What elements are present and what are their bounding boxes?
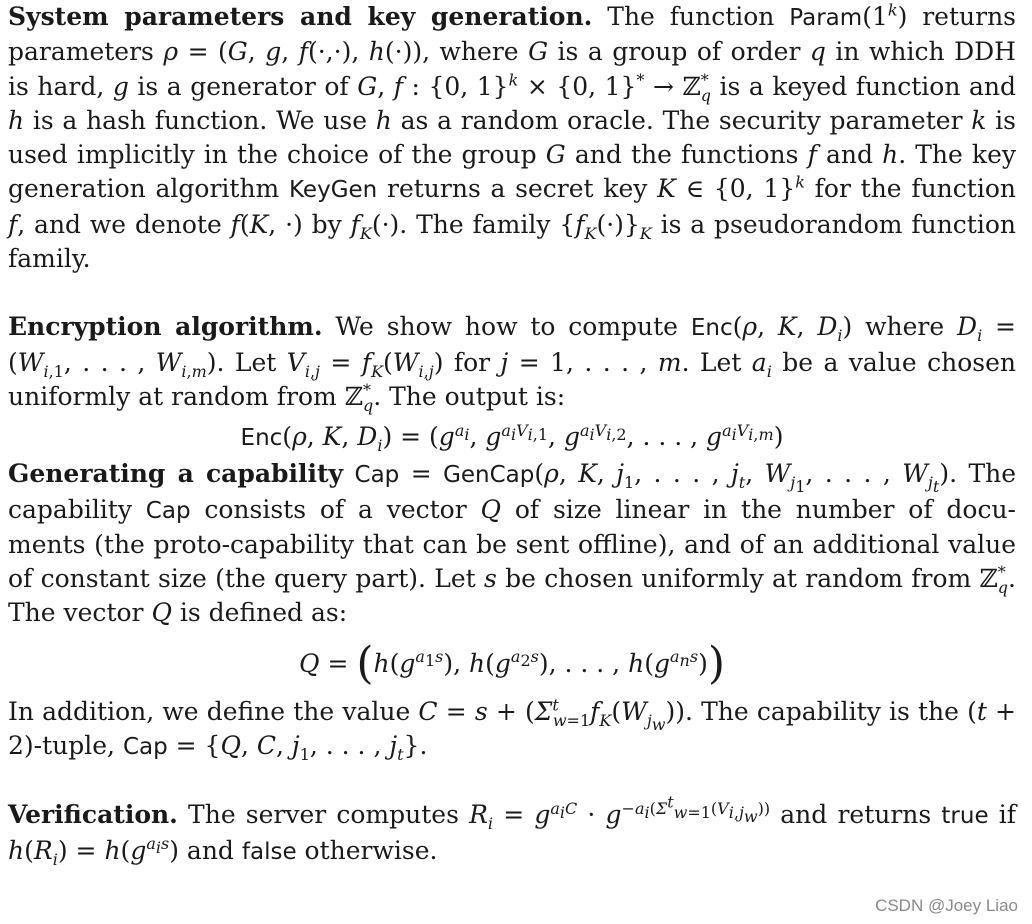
params-heading: System parameters and key generation. [8, 2, 593, 31]
paper-page [8, 0, 1016, 869]
capability-paragraph: Generating a capability Cap = GenCap(ρ, K, $j_1$, . . . , $j_t$, $W_{j_1}$, . . . , $W_{j_t}$). The capability Cap consists of a vector Q of size linear in the number of docu- ments (the proto-capability that can be sent offline), and of an additional value of constant size (the query part). Let s be chosen uniformly at random from ℤ*$_q$. The vector Q is defined as: [8, 459, 1017, 628]
vector-q-formula: $Q = (h(g^{a_1s})$, $h(g^{a_2s})$, . . . , $h(g^{a_ns})$) [299, 637, 725, 689]
csdn-watermark: CSDN @Joey Liao [875, 896, 1018, 915]
encryption-heading: Encryption algorithm. [8, 312, 323, 342]
capability-heading: Generating a capability [8, 459, 344, 489]
encryption-paragraph: Encryption algorithm. We show how to compute Enc(ρ, K, $D_i$) where $D_i = (W_{i,1}$, . . . , $W_{i,m}$). Let $V_{i,j} = f_K(W_{i,j})$ for j = 1, . . . , m. Let $a_i$ be a value chosen uniformly at random from ℤ*$_q$. The output is: [8, 312, 1017, 415]
params-paragraph: System parameters and key generation. The function Param(1$^k$) returns parameters ρ = (G, g, f(·,·), h(·)), where G is a group of order q in which DDH is hard, g is a generator of G, f : {0, 1}$^k$ × {0, 1}* → ℤ*$_q$ is a keyed function and h is a hash function. We use h as a random oracle. The security parameter k is used implicitly in the choice of the group G and the functions f and h. The key generation algorithm KeyGen returns a secret key K ∈ {0, 1}$^k$ for the function f, and we denote f(K, ·) by $f_K(\cdot)$. The family $\{f_K(\cdot)\}_K$ is a pseudorandom function family. [8, 0, 1016, 274]
capability-tuple-paragraph: In addition, we define the value $C = s + (\Sigma^t_{w=1}f_K(W_{j_w}))$. The capability is the (t + 2)-tuple, Cap = {Q, C, $j_1$, . . . , $j_t$}. [8, 695, 1016, 765]
encryption-formula: Enc(ρ, K, $D_i) = (g^{a_i}$, $g^{a_iV_{i,1}}$, $g^{a_iV_{i,2}}$, . . . , $g^{a_iV_{i,m}}$) [240, 420, 784, 456]
verification-paragraph: Verification. The server computes $R_i = g^{a_iC} \cdot g^{-a_i(\Sigma^t_{w=1}(V_{i,j_w}))}$ and returns true if $h(R_i) = h(g^{a_is})$ and false otherwise. [8, 792, 1017, 869]
verification-heading: Verification. [8, 800, 178, 830]
